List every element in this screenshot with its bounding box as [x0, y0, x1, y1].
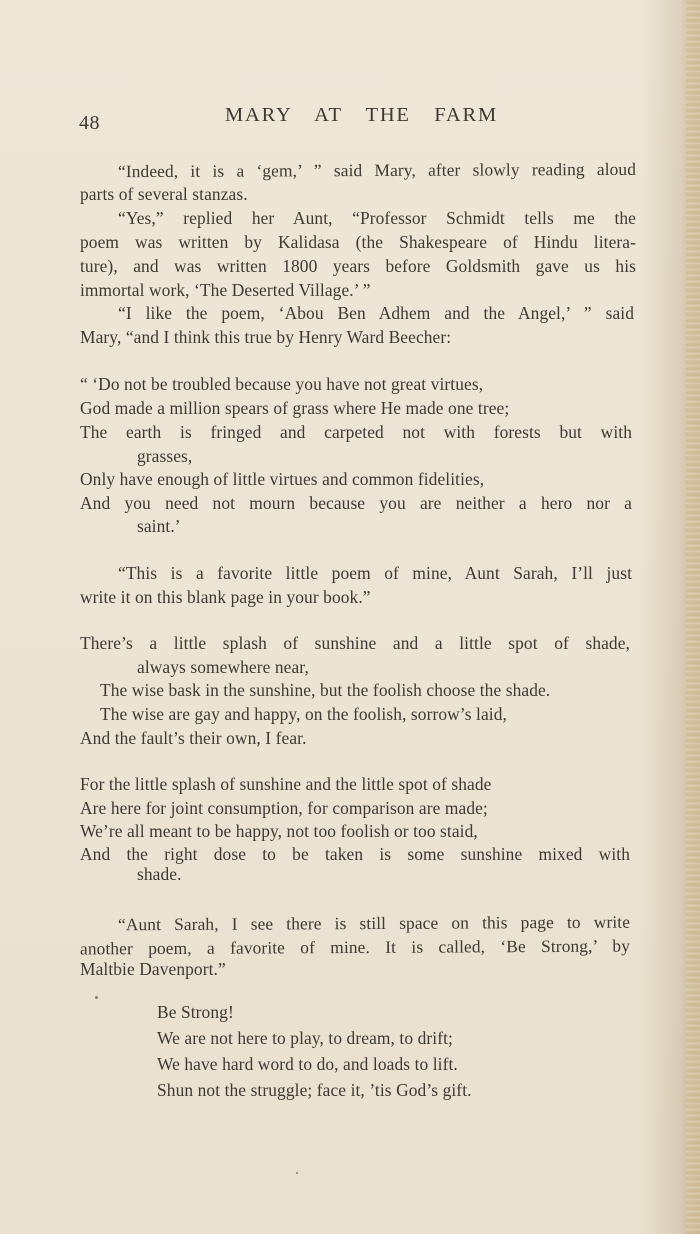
- poem-line: Be Strong!: [157, 1002, 234, 1022]
- poem-line: Are here for joint consumption, for comparison are made;: [80, 798, 488, 818]
- poem-line: always somewhere near,: [137, 657, 309, 677]
- poem-line: For the little splash of sunshine and the little spot of shade: [80, 774, 492, 794]
- page-edge: [686, 0, 700, 1234]
- quote-line: And you need not mourn because you are neither a hero nor a: [80, 493, 632, 513]
- poem-line: We’re all meant to be happy, not too foolish or too staid,: [80, 821, 478, 841]
- page-number: 48: [79, 112, 100, 134]
- text-line: poem was written by Kalidasa (the Shakespeare of Hindu litera-: [80, 232, 636, 252]
- poem-line: Shun not the struggle; face it, ’tis God’s gift.: [157, 1080, 472, 1100]
- text-line: “I like the poem, ‘Abou Ben Adhem and the Angel,’ ” said: [118, 303, 634, 323]
- poem-line: We have hard word to do, and loads to lift.: [157, 1054, 458, 1074]
- poem-line: shade.: [137, 864, 182, 884]
- poem-line: And the fault’s their own, I fear.: [80, 728, 307, 748]
- text-line: another poem, a favorite of mine. It is called, ‘Be Strong,’ by: [79, 935, 631, 959]
- quote-line: God made a million spears of grass where He made one tree;: [80, 398, 510, 418]
- poem-line: The wise are gay and happy, on the foolish, sorrow’s laid,: [100, 704, 507, 724]
- text-line: “Indeed, it is a ‘gem,’ ” said Mary, after slowly reading aloud: [117, 158, 637, 182]
- text-line: parts of several stanzas.: [80, 184, 248, 204]
- text-line: Mary, “and I think this true by Henry Ward Beecher:: [80, 327, 452, 347]
- text-line: “Aunt Sarah, I see there is still space on this page to write: [117, 911, 631, 935]
- text-line: immortal work, ‘The Deserted Village.’ ”: [80, 280, 371, 300]
- text-line: “This is a favorite little poem of mine, Aunt Sarah, I’ll just: [118, 563, 632, 583]
- text-line: Maltbie Davenport.”: [80, 959, 226, 979]
- poem-line: And the right dose to be taken is some sunshine mixed with: [80, 844, 630, 864]
- text-line: “Yes,” replied her Aunt, “Professor Schmidt tells me the: [118, 208, 636, 228]
- quote-line: The earth is fringed and carpeted not with forests but with: [80, 422, 632, 442]
- poem-line: The wise bask in the sunshine, but the foolish choose the shade.: [100, 680, 551, 700]
- poem-line: There’s a little splash of sunshine and a little spot of shade,: [80, 633, 630, 653]
- quote-line: Only have enough of little virtues and common fidelities,: [80, 469, 485, 489]
- quote-line: “ ‘Do not be troubled because you have not great virtues,: [80, 374, 484, 394]
- text-line: write it on this blank page in your book.”: [80, 587, 371, 607]
- poem-line: We are not here to play, to dream, to drift;: [157, 1028, 453, 1048]
- running-head: MARY AT THE FARM: [225, 104, 498, 126]
- ink-speck: [296, 1172, 298, 1174]
- text-line: ture), and was written 1800 years before Goldsmith gave us his: [80, 256, 636, 276]
- quote-line: saint.’: [137, 516, 181, 536]
- quote-line: grasses,: [137, 446, 193, 466]
- ink-speck: [95, 996, 98, 999]
